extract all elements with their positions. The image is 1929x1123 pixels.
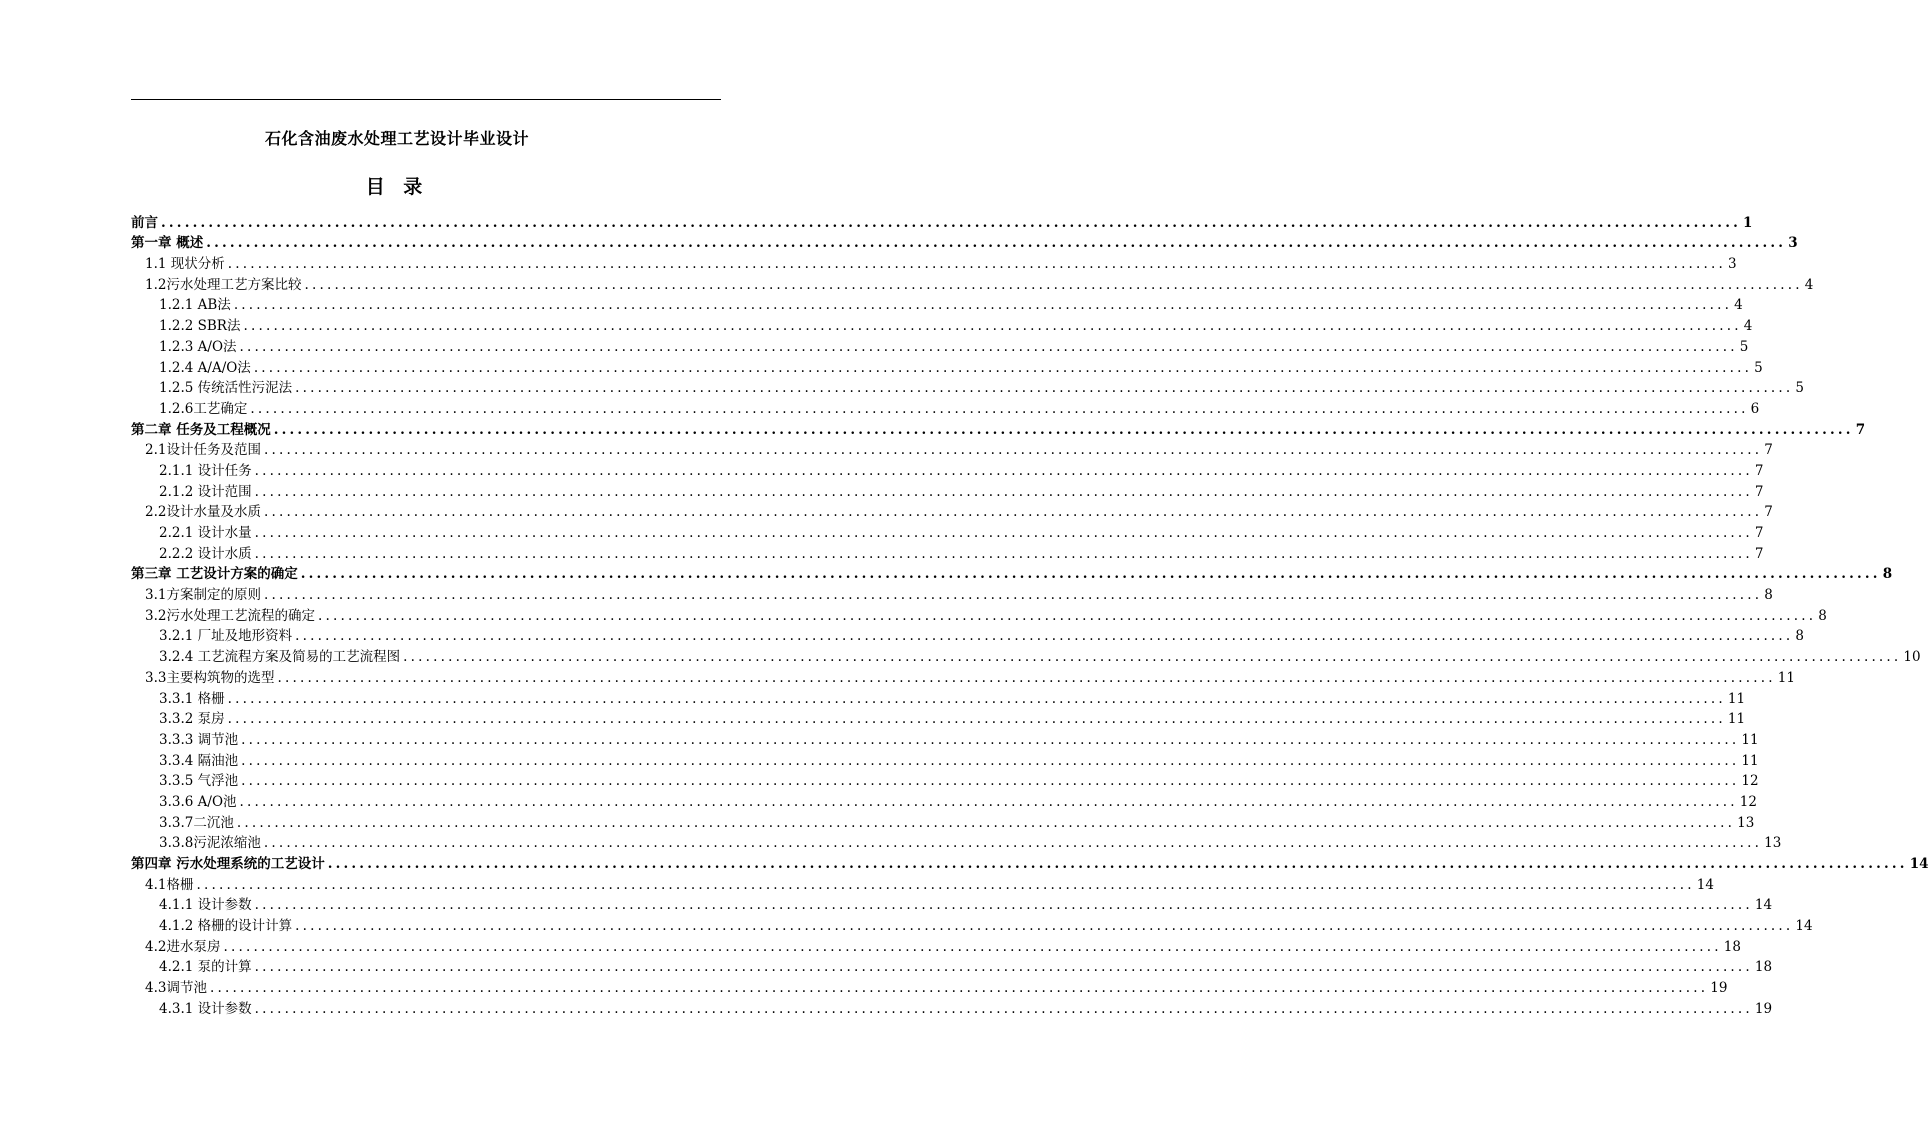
- toc-entry-page: 4: [1804, 276, 1814, 293]
- toc-entry[interactable]: [131, 377, 1805, 398]
- toc-entry-page: 11: [1777, 669, 1795, 686]
- toc-entry-page: 14: [1754, 897, 1773, 914]
- toc-entry-page: 8: [1795, 628, 1805, 645]
- toc-entry-page: 12: [1741, 773, 1759, 790]
- toc-entry-page: 5: [1795, 380, 1805, 397]
- toc-entry-label: 第二章 任务及工程概况: [131, 421, 271, 438]
- toc-leader-dots: ........................................................................................................................................................................................................: [327, 856, 1908, 872]
- toc-leader-dots: ........................................................................................................................................................................................................: [239, 338, 1738, 355]
- toc-entry[interactable]: [131, 728, 1759, 749]
- toc-entry-page: 6: [1750, 400, 1760, 417]
- toc-leader-dots: ........................................................................................................................................................................................................: [254, 1000, 1753, 1017]
- toc-leader-dots: ........................................................................................................................................................................................................: [263, 504, 1763, 521]
- toc-entry[interactable]: [131, 645, 1921, 666]
- toc-leader-dots: ........................................................................................................................................................................................................: [233, 297, 1733, 314]
- toc-entry[interactable]: [131, 314, 1753, 335]
- toc-entry-label: 第三章 工艺设计方案的确定: [131, 566, 298, 583]
- table-of-contents: [131, 211, 1929, 1018]
- toc-entry-label: 1.2.5 传统活性污泥法: [159, 380, 293, 397]
- toc-entry-page: 8: [1882, 566, 1893, 583]
- toc-entry-label: 3.3.7二沉池: [159, 814, 234, 831]
- toc-entry-label: 1.2.4 A/A/O法: [159, 359, 251, 376]
- toc-entry-label: 4.2进水泵房: [145, 938, 221, 955]
- toc-leader-dots: ........................................................................................................................................................................................................: [227, 711, 1726, 728]
- toc-entry-page: 13: [1764, 835, 1782, 852]
- toc-entry-page: 7: [1754, 525, 1764, 541]
- toc-entry-label: 4.2.1 泵的计算: [159, 959, 252, 976]
- toc-entry[interactable]: [131, 852, 1929, 873]
- toc-entry[interactable]: [131, 583, 1773, 604]
- toc-entry-page: 8: [1764, 587, 1773, 604]
- toc-entry-page: 7: [1764, 442, 1773, 459]
- toc-leader-dots: ........................................................................................................................................................................................................: [254, 545, 1753, 562]
- toc-entry-page: 12: [1739, 793, 1757, 810]
- toc-entry[interactable]: [131, 480, 1764, 501]
- toc-entry-page: 7: [1855, 421, 1866, 438]
- toc-entry-page: 13: [1737, 814, 1755, 831]
- toc-leader-dots: ........................................................................................................................................................................................................: [273, 421, 1854, 438]
- toc-entry-page: 7: [1754, 483, 1764, 500]
- toc-entry-page: 5: [1739, 338, 1749, 355]
- toc-entry-page: 11: [1741, 731, 1759, 748]
- document-title: 石化含油废水处理工艺设计毕业设计: [264, 129, 529, 148]
- toc-entry-label: 2.2.1 设计水量: [159, 525, 252, 541]
- toc-entry[interactable]: [131, 542, 1764, 563]
- toc-leader-dots: ........................................................................................................................................................................................................: [227, 690, 1726, 707]
- toc-entry-page: 4: [1743, 318, 1753, 335]
- toc-entry-page: 4: [1734, 297, 1743, 314]
- toc-leader-dots: ........................................................................................................................................................................................................: [263, 442, 1763, 459]
- toc-entry-label: 3.3.1 格栅: [159, 690, 225, 707]
- toc-entry-page: 3: [1728, 256, 1737, 273]
- toc-entry-label: 3.3主要构筑物的选型: [145, 669, 275, 686]
- toc-entry-page: 11: [1727, 711, 1746, 728]
- toc-leader-dots: ........................................................................................................................................................................................................: [206, 235, 1787, 252]
- toc-entry-label: 2.1.1 设计任务: [159, 462, 252, 479]
- toc-entry[interactable]: [131, 832, 1782, 853]
- toc-entry[interactable]: [131, 273, 1814, 294]
- toc-entry[interactable]: [131, 749, 1759, 770]
- toc-entry-page: 7: [1754, 462, 1764, 479]
- toc-entry[interactable]: [131, 521, 1764, 542]
- toc-leader-dots: ........................................................................................................................................................................................................: [254, 462, 1753, 479]
- toc-entry-page: 5: [1754, 359, 1763, 376]
- toc-entry-label: 2.1.2 设计范围: [159, 483, 252, 500]
- toc-entry-page: 3: [1788, 235, 1798, 252]
- header-rule: [131, 99, 721, 100]
- toc-leader-dots: ........................................................................................................................................................................................................: [227, 256, 1727, 273]
- toc-entry[interactable]: [131, 252, 1737, 273]
- toc-entry[interactable]: [131, 770, 1759, 791]
- toc-entry-label: 3.3.6 A/O池: [159, 793, 237, 810]
- toc-entry[interactable]: [131, 894, 1773, 915]
- toc-entry-page: 18: [1754, 959, 1773, 976]
- toc-entry-label: 1.2.3 A/O法: [159, 338, 237, 355]
- toc-entry-page: 10: [1903, 649, 1921, 666]
- toc-entry-label: 1.2.2 SBR法: [159, 318, 241, 335]
- toc-entry[interactable]: [131, 356, 1763, 377]
- toc-entry-page: 19: [1754, 1000, 1773, 1017]
- toc-entry[interactable]: [131, 935, 1741, 956]
- toc-leader-dots: ........................................................................................................................................................................................................: [254, 483, 1753, 500]
- toc-entry-label: 3.3.8污泥浓缩池: [159, 835, 261, 852]
- toc-entry-label: 4.3.1 设计参数: [159, 1000, 252, 1017]
- toc-leader-dots: ........................................................................................................................................................................................................: [295, 918, 1794, 935]
- toc-entry-page: 11: [1727, 690, 1746, 707]
- toc-leader-dots: ........................................................................................................................................................................................................: [243, 318, 1742, 335]
- toc-entry[interactable]: [131, 604, 1827, 625]
- toc-entry-page: 14: [1909, 856, 1929, 872]
- toc-entry-label: 1.2污水处理工艺方案比较: [145, 276, 302, 293]
- toc-entry[interactable]: [131, 397, 1760, 418]
- toc-leader-dots: ........................................................................................................................................................................................................: [254, 897, 1753, 914]
- toc-entry[interactable]: [131, 418, 1866, 439]
- toc-leader-dots: ........................................................................................................................................................................................................: [254, 525, 1753, 541]
- toc-entry[interactable]: [131, 687, 1746, 708]
- toc-leader-dots: ........................................................................................................................................................................................................: [295, 628, 1794, 645]
- toc-leader-dots: ........................................................................................................................................................................................................: [295, 380, 1794, 397]
- toc-entry[interactable]: [131, 790, 1757, 811]
- toc-entry-label: 3.2.4 工艺流程方案及简易的工艺流程图: [159, 649, 401, 666]
- toc-leader-dots: ........................................................................................................................................................................................................: [241, 773, 1740, 790]
- toc-entry-page: 7: [1764, 504, 1773, 521]
- toc-entry-label: 3.2.1 厂址及地形资料: [159, 628, 293, 645]
- toc-entry-label: 第一章 概述: [131, 235, 204, 252]
- toc-entry[interactable]: [131, 956, 1773, 977]
- toc-entry-label: 3.1方案制定的原则: [145, 587, 261, 604]
- toc-entry-page: 14: [1696, 876, 1714, 893]
- toc-entry[interactable]: [131, 501, 1773, 522]
- toc-entry[interactable]: [131, 811, 1755, 832]
- toc-entry[interactable]: [131, 563, 1893, 584]
- toc-entry[interactable]: [131, 976, 1728, 997]
- toc-entry-label: 3.2污水处理工艺流程的确定: [145, 607, 315, 624]
- toc-entry[interactable]: [131, 997, 1773, 1018]
- toc-entry-label: 4.3调节池: [145, 980, 207, 997]
- toc-leader-dots: ........................................................................................................................................................................................................: [239, 793, 1738, 810]
- toc-entry-page: 8: [1818, 607, 1827, 624]
- toc-leader-dots: ........................................................................................................................................................................................................: [236, 814, 1736, 831]
- toc-leader-dots: ........................................................................................................................................................................................................: [277, 669, 1776, 686]
- toc-entry[interactable]: [131, 294, 1743, 315]
- toc-entry-label: 3.3.3 调节池: [159, 731, 239, 748]
- toc-entry-label: 3.3.4 隔油池: [159, 752, 239, 769]
- toc-entry-label: 第四章 污水处理系统的工艺设计: [131, 856, 325, 872]
- toc-leader-dots: ........................................................................................................................................................................................................: [300, 566, 1881, 583]
- toc-entry-label: 1.2.6工艺确定: [159, 400, 248, 417]
- toc-entry[interactable]: [131, 708, 1746, 729]
- toc-leader-dots: ........................................................................................................................................................................................................: [304, 276, 1803, 293]
- toc-entry-label: 3.3.2 泵房: [159, 711, 225, 728]
- toc-entry-label: 1.1 现状分析: [145, 256, 225, 273]
- toc-entry-page: 7: [1754, 545, 1764, 562]
- toc-leader-dots: ........................................................................................................................................................................................................: [263, 587, 1763, 604]
- toc-entry[interactable]: [131, 666, 1795, 687]
- toc-entry[interactable]: [131, 211, 1753, 232]
- toc-entry[interactable]: [131, 873, 1714, 894]
- toc-entry-label: 1.2.1 AB法: [159, 297, 231, 314]
- toc-entry-page: 19: [1710, 980, 1728, 997]
- toc-leader-dots: ........................................................................................................................................................................................................: [317, 607, 1817, 624]
- toc-heading: 目 录: [365, 176, 429, 198]
- toc-entry-page: 18: [1723, 938, 1741, 955]
- toc-entry-label: 4.1.1 设计参数: [159, 897, 252, 914]
- toc-entry[interactable]: [131, 625, 1805, 646]
- toc-leader-dots: ........................................................................................................................................................................................................: [403, 649, 1902, 666]
- toc-leader-dots: ........................................................................................................................................................................................................: [241, 731, 1740, 748]
- toc-leader-dots: ........................................................................................................................................................................................................: [250, 400, 1749, 417]
- toc-entry[interactable]: [131, 335, 1749, 356]
- toc-entry[interactable]: [131, 232, 1798, 253]
- toc-entry[interactable]: [131, 914, 1813, 935]
- toc-leader-dots: ........................................................................................................................................................................................................: [209, 980, 1709, 997]
- toc-entry-label: 2.2设计水量及水质: [145, 504, 261, 521]
- toc-leader-dots: ........................................................................................................................................................................................................: [223, 938, 1722, 955]
- toc-leader-dots: ........................................................................................................................................................................................................: [161, 214, 1741, 231]
- toc-leader-dots: ........................................................................................................................................................................................................: [263, 835, 1763, 852]
- toc-entry-label: 前言: [131, 214, 158, 231]
- toc-entry[interactable]: [131, 459, 1764, 480]
- toc-entry-label: 2.1设计任务及范围: [145, 442, 261, 459]
- toc-entry-page: 1: [1743, 214, 1753, 231]
- toc-leader-dots: ........................................................................................................................................................................................................: [241, 752, 1740, 769]
- toc-leader-dots: ........................................................................................................................................................................................................: [254, 959, 1753, 976]
- toc-entry-label: 3.3.5 气浮池: [159, 773, 239, 790]
- toc-entry-label: 4.1.2 格栅的设计计算: [159, 918, 293, 935]
- toc-leader-dots: ........................................................................................................................................................................................................: [253, 359, 1753, 376]
- toc-entry-label: 2.2.2 设计水质: [159, 545, 252, 562]
- toc-entry-page: 14: [1795, 918, 1813, 935]
- toc-entry[interactable]: [131, 439, 1773, 460]
- toc-entry-label: 4.1格栅: [145, 876, 194, 893]
- toc-leader-dots: ........................................................................................................................................................................................................: [196, 876, 1695, 893]
- toc-entry-page: 11: [1741, 752, 1759, 769]
